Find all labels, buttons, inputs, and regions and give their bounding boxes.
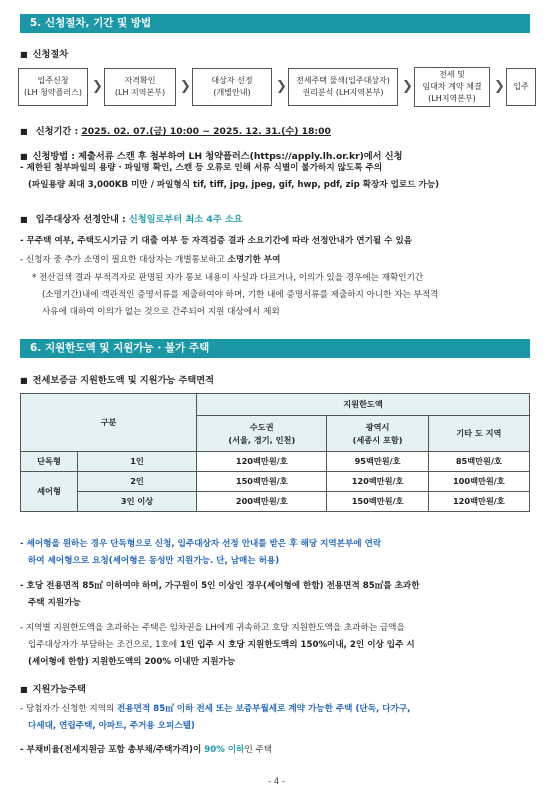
header-metro-city: 광역시 (세종시 포함) (327, 416, 428, 452)
method-label: ■ 신청방법 : 제출서류 스캔 후 첨부하여 LH 청약플러스(https://apply.lh.or.kr)에서 신청 (20, 148, 403, 162)
row-persons: 2인 (78, 472, 197, 492)
limit-note-3-line-3: (셰어형에 한함) 지원한도액의 200% 이내만 지원가능 (28, 657, 236, 667)
procedure-flow (18, 68, 538, 108)
eligible-item-2-highlight: 90% 이하 (204, 745, 245, 755)
arrow-icon: ❯ (402, 79, 413, 94)
limit-note-2-line-1: - 호당 전용면적 85㎡ 이하여야 하며, 가구원이 5인 이상인 경우(셰어형에 한함) 전용면적 85㎡를 초과한 (20, 581, 420, 591)
selection-item-3-line-3: 사유에 대하여 이의가 없는 것으로 간주되어 지원 대상에서 제외 (42, 307, 280, 317)
eligible-item-1-line-2: 다세대, 연립주택, 아파트, 주거용 오피스텔) (28, 721, 195, 731)
eligible-item-2-text: - 부채비율(전세지원금 포함 총부채/주택가격)이 (20, 745, 205, 755)
limit-table (20, 393, 530, 512)
table-row (21, 472, 530, 492)
method-note-2: (파일용량 최대 3,000KB 미만 / 파일형식 tif, tiff, jpg, jpeg, gif, hwp, pdf, zip 확장자 업로드 가능) (28, 180, 440, 190)
step-movein: 입주 (506, 68, 536, 106)
row-persons: 1인 (78, 452, 197, 472)
selection-row (20, 211, 243, 225)
cell-value: 150백만원/호 (197, 472, 327, 492)
header-category: 구분 (21, 394, 197, 452)
section-6-header: 6. 지원한도액 및 지원가능 · 불가 주택 (20, 339, 530, 358)
eligible-item-1-text: - 당첨자가 신청한 지역의 (20, 704, 118, 714)
cell-value: 200백만원/호 (197, 492, 327, 512)
limit-note-3-bold: 1인 입주 시 호당 지원한도액의 150%이내, 2인 이상 입주 시 (179, 640, 415, 650)
row-type: 단독형 (21, 452, 78, 472)
selection-value: 신청일로부터 최소 4주 소요 (128, 214, 243, 225)
limit-note-3-line-1: - 지역별 지원한도액을 초과하는 주택은 임차권을 LH에게 귀속하고 호당 지원한도액을 초과하는 금액을 (20, 623, 405, 633)
limit-note-1-line-2: 하여 셰어형으로 요청(셰어형은 동성만 지원가능. 단, 남매는 허용) (28, 556, 280, 566)
limit-note-2-line-2: 주택 지원가능 (28, 598, 81, 608)
page-number: - 4 - (268, 777, 285, 787)
arrow-icon: ❯ (276, 79, 287, 94)
cell-value: 95백만원/호 (327, 452, 428, 472)
cell-value: 150백만원/호 (327, 492, 428, 512)
cell-value: 120백만원/호 (428, 492, 529, 512)
selection-item-2-bold: 소명기한 부여 (227, 255, 281, 265)
selection-item-2-text: - 신청자 중 추가 소명이 필요한 대상자는 개별통보하고 (20, 255, 228, 265)
arrow-icon: ❯ (494, 79, 505, 94)
selection-item-3-line-2: (소명기간)내에 객관적인 증명서류를 제출하여야 하며, 기한 내에 증명서류를 제출하지 아니한 자는 부적격 (42, 290, 439, 300)
header-capital-area: 수도권 (서울, 경기, 인천) (197, 416, 327, 452)
step-apply: 입주신청 (LH 청약플러스) (18, 68, 88, 106)
header-other-province: 기타 도 지역 (428, 416, 529, 452)
table-row (21, 492, 530, 512)
selection-item-1: - 무주택 여부, 주택도시기금 기 대출 여부 등 자격검증 결과 소요기간에 따라 선정안내가 연기될 수 있음 (20, 236, 413, 246)
limit-note-1-line-1: - 셰어형을 원하는 경우 단독형으로 신청, 입주대상자 선정 안내를 받은 후 해당 지역본부에 연락 (20, 539, 382, 549)
row-persons: 3인 이상 (78, 492, 197, 512)
period-value: 2025. 02. 07.(금) 10:00 ~ 2025. 12. 31.(수) 18:00 (81, 126, 331, 137)
table-row (21, 452, 530, 472)
cell-value: 120백만원/호 (197, 452, 327, 472)
cell-value: 100백만원/호 (428, 472, 529, 492)
method-note-1: - 제한된 첨부파일의 용량 · 파일명 확인, 스캔 등 오류로 인해 서류 식별이 불가하지 않도록 주의 (20, 163, 383, 173)
eligible-heading: ■ 지원가능주택 (20, 681, 86, 695)
eligible-item-1-highlight: 전용면적 85㎡ 이하 전세 또는 보증부월세로 계약 가능한 주택 (단독, 다가구, (117, 704, 411, 714)
section-5-header: 5. 신청절차, 기간 및 방법 (20, 14, 530, 33)
limit-heading: ■ 전세보증금 지원한도액 및 지원가능 주택면적 (20, 372, 214, 386)
selection-label: 입주대상자 선정안내 : (35, 214, 129, 225)
cell-value: 85백만원/호 (428, 452, 529, 472)
step-contract: 전세 및 임대차 계약 체결 (LH지역본부) (414, 67, 490, 107)
selection-item-3-line-1: * 전산검색 결과 부적격자로 판명된 자가 통보 내용이 사실과 다르거나, 이의가 있을 경우에는 재확인기간 (32, 273, 424, 283)
step-verify: 자격확인 (LH 지역본부) (104, 68, 176, 106)
step-search: 전세주택 물색(입주대상자) 권리분석 (LH지역본부) (288, 68, 398, 106)
period-label: 신청기간 : (35, 126, 82, 137)
step-select: 대상자 선정 (개별안내) (192, 68, 272, 106)
procedure-heading: ■ 신청절차 (20, 46, 68, 60)
arrow-icon: ❯ (180, 79, 191, 94)
period-row (20, 123, 331, 137)
eligible-item-1 (20, 701, 535, 717)
limit-note-3-text: 입주대상자가 부담하는 조건으로, 1호에 (28, 640, 180, 650)
row-type: 셰어형 (21, 472, 78, 512)
eligible-item-2 (20, 742, 535, 758)
selection-item-2 (20, 252, 535, 268)
cell-value: 120백만원/호 (327, 472, 428, 492)
header-limit: 지원한도액 (197, 394, 530, 416)
arrow-icon: ❯ (92, 79, 103, 94)
eligible-item-2-suffix: 인 주택 (244, 745, 273, 755)
limit-note-3-line-2 (20, 637, 543, 653)
